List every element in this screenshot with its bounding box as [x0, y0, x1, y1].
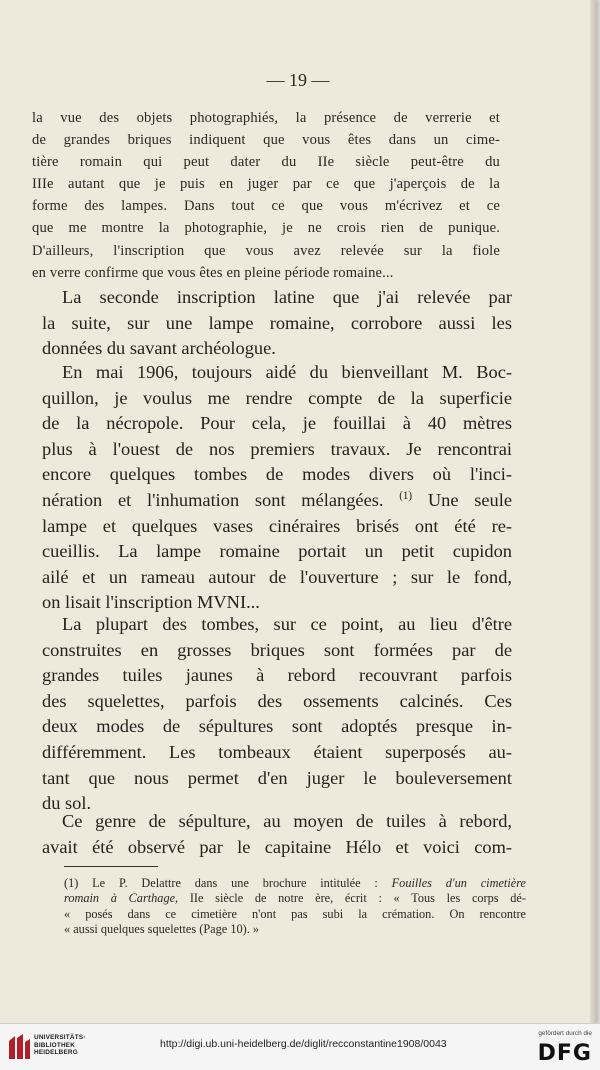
paragraph-2: [42, 360, 512, 616]
paragraph-4: [42, 809, 512, 860]
library-name-line: UNIVERSITÄTS-: [34, 1034, 86, 1041]
page-number: — 19 —: [266, 70, 330, 90]
paragraph-3: [42, 612, 512, 817]
line-text: Une seule: [412, 489, 512, 510]
footnote-text: IIe siècle de notre ère, écrit : « Tous les corps dé-: [178, 891, 526, 906]
digitization-footer: [0, 1023, 600, 1070]
paragraph-line: La plupart des tombes, sur ce point, au lieu d'être: [62, 614, 512, 634]
footnote-line: [64, 891, 526, 906]
library-name-line: HEIDELBERG: [34, 1049, 78, 1057]
dfg-logo[interactable]: DFG: [537, 1041, 592, 1066]
paragraph-line: différemment. Les tombeaux étaient superposés au-: [42, 741, 512, 762]
footnote-reference[interactable]: (1): [399, 489, 413, 502]
paragraph-line: avait été observé par le capitaine Hélo et voici com-: [42, 836, 512, 857]
paragraph-line: grandes tuiles jaunes à rebord recouvrant parfois: [42, 665, 512, 686]
page-edge: [590, 0, 596, 1023]
footnote-line: « aussi quelques squelettes (Page 10). »: [64, 921, 260, 936]
quote-line: en verre confirme que vous êtes en pleine période romaine...: [32, 264, 394, 281]
paragraph-line: En mai 1906, toujours aidé du bienveillant M. Boc-: [62, 362, 512, 382]
library-name: [34, 1034, 86, 1057]
footnote-title: romain à Carthage,: [64, 891, 179, 906]
paragraph-line: tant que nous permet d'en juger le bouleversement: [42, 767, 512, 788]
quote-line: forme des lampes. Dans tout ce que vous m'écrivez et ce: [32, 198, 500, 215]
paragraph-line: deux modes de sépultures sont adoptés presque in-: [42, 716, 512, 737]
quote-line: que me montre la photographie, je ne crois rien de punique.: [32, 220, 500, 237]
quote-line: de grandes briques indiquent que vous êtes dans un cime-: [32, 132, 500, 149]
source-url[interactable]: http://digi.ub.uni-heidelberg.de/diglit/recconstantine1908/0043: [160, 1038, 447, 1050]
paragraph-line: cueillis. La lampe romaine portait un petit cupidon: [42, 541, 512, 562]
paragraph-line: quillon, je voulus me rendre compte de la superficie: [42, 387, 512, 408]
paragraph-line-with-note: [42, 488, 512, 514]
library-name-line: BIBLIOTHEK: [34, 1041, 76, 1049]
paragraph-line: données du savant archéologue.: [42, 338, 276, 359]
paragraph-1: [42, 285, 512, 362]
line-text: nération et l'inhumation sont mélangées.: [42, 489, 384, 510]
footnote-text: (1) Le P. Delattre dans une brochure intitulée :: [64, 876, 392, 890]
quote-line: la vue des objets photographiés, la présence de verrerie et: [32, 110, 500, 126]
footnote-title: Fouilles d'un cimetière: [391, 876, 526, 890]
quote-line: D'ailleurs, l'inscription que vous avez relevée sur la fiole: [32, 242, 500, 259]
paragraph-line: La seconde inscription latine que j'ai relevée par: [62, 287, 512, 307]
paragraph-line: construites en grosses briques sont formées par de: [42, 639, 512, 660]
paragraph-line: ailé et un rameau autour de l'ouverture ; sur le fond,: [42, 566, 512, 587]
paragraph-line: Ce genre de sépulture, au moyen de tuiles à rebord,: [62, 811, 512, 831]
quoted-letter: [32, 107, 500, 284]
footnote: [64, 876, 526, 937]
paragraph-line: encore quelques tombes de modes divers où l'inci-: [42, 464, 512, 485]
footnote-divider: [64, 866, 158, 867]
funding-caption: gefördert durch die: [538, 1030, 592, 1037]
paragraph-line: des squelettes, parfois des ossements calcinés. Ces: [42, 690, 512, 711]
paragraph-line: de la nécropole. Pour cela, je fouillai à 40 mètres: [42, 413, 512, 434]
paragraph-line: on lisait l'inscription MVNI...: [42, 592, 260, 613]
quote-line: IIIe autant que je puis en juger par ce que j'aperçois de la: [32, 176, 500, 193]
paragraph-line: du sol.: [42, 793, 92, 814]
paragraph-line: lampe et quelques vases cinéraires brisés ont été re-: [42, 515, 512, 536]
footnote-line: [64, 876, 526, 891]
university-library-logo-icon[interactable]: [6, 1032, 32, 1062]
quote-line: tière romain qui peut dater du IIe siècle peut-être du: [32, 154, 500, 171]
footnote-line: « posés dans ce cimetière n'ont pas subi la crémation. On rencontre: [64, 906, 526, 921]
paragraph-line: la suite, sur une lampe romaine, corrobore aussi les: [42, 312, 512, 333]
paragraph-line: plus à l'ouest de nos premiers travaux. Je rencontrai: [42, 438, 512, 459]
